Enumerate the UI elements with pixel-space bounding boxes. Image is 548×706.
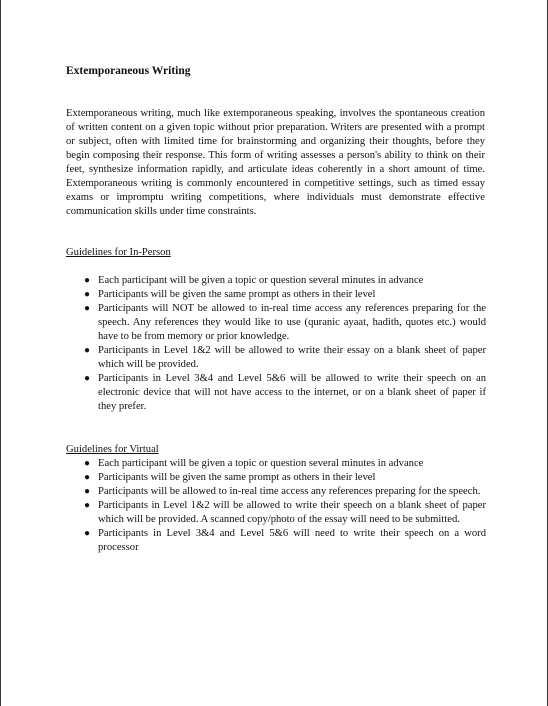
list-item <box>84 344 486 372</box>
list-item <box>84 527 486 555</box>
bullet-icon: ● <box>84 486 91 497</box>
bullet-icon: ● <box>84 500 91 511</box>
list-item-text: Each participant will be given a topic or question several minutes in advance <box>98 275 424 286</box>
list-item <box>84 372 486 414</box>
bullet-icon: ● <box>84 275 91 286</box>
list-item <box>84 485 486 499</box>
list-item-text: Participants will be allowed to in-real time access any references preparing for the speech. <box>98 486 481 497</box>
bullet-icon: ● <box>84 373 91 384</box>
virtual-heading: Guidelines for Virtual <box>66 444 159 455</box>
list-item <box>84 457 486 471</box>
bullet-icon: ● <box>84 345 91 356</box>
bullet-icon: ● <box>84 472 91 483</box>
bullet-icon: ● <box>84 528 91 539</box>
list-item-text: Participants in Level 1&2 will be allowed to write their essay on a blank sheet of paper which will be provided. <box>98 345 486 370</box>
intro-paragraph: Extemporaneous writing, much like extemporaneous speaking, involves the spontaneous creation of written content on a given topic without prior preparation. Writers are presented with a prompt or subject, often with limited time for brainstorming and organizing their thoughts, before they begin composing their response. This form of writing assesses a person's ability to think on their feet, synthesize information rapidly, and articulate ideas coherently in a short amount of time. Extemporaneous writing is commonly encountered in competitive settings, such as timed essay exams or impromptu writing competitions, where individuals must demonstrate effective communication skills under time constraints. <box>66 108 485 217</box>
list-item-text: Participants will NOT be allowed to in-real time access any references preparing for the speech. Any references they would like to use (quranic ayaat, hadith, quotes etc.) would have to be from memory or prior knowledge. <box>98 303 486 342</box>
list-item-text: Participants will be given the same prompt as others in their level <box>98 472 376 483</box>
list-item <box>84 499 486 527</box>
in-person-list <box>66 274 486 414</box>
list-item <box>84 274 486 288</box>
virtual-list <box>66 457 486 555</box>
bullet-icon: ● <box>84 303 91 314</box>
list-item-text: Each participant will be given a topic or question several minutes in advance <box>98 458 424 469</box>
document-title: Extemporaneous Writing <box>66 65 191 77</box>
in-person-heading: Guidelines for In-Person <box>66 247 171 258</box>
list-item <box>84 288 486 302</box>
list-item <box>84 302 486 344</box>
bullet-icon: ● <box>84 289 91 300</box>
list-item-text: Participants in Level 3&4 and Level 5&6 will need to write their speech on a word processor <box>98 528 486 553</box>
list-item-text: Participants will be given the same prompt as others in their level <box>98 289 376 300</box>
bullet-icon: ● <box>84 458 91 469</box>
list-item <box>84 471 486 485</box>
list-item-text: Participants in Level 1&2 will be allowed to write their speech on a blank sheet of paper which will be provided. A scanned copy/photo of the essay will need to be submitted. <box>98 500 486 525</box>
list-item-text: Participants in Level 3&4 and Level 5&6 will be allowed to write their speech on an electronic device that will not have access to the internet, or on a blank sheet of paper if they prefer. <box>98 373 486 412</box>
